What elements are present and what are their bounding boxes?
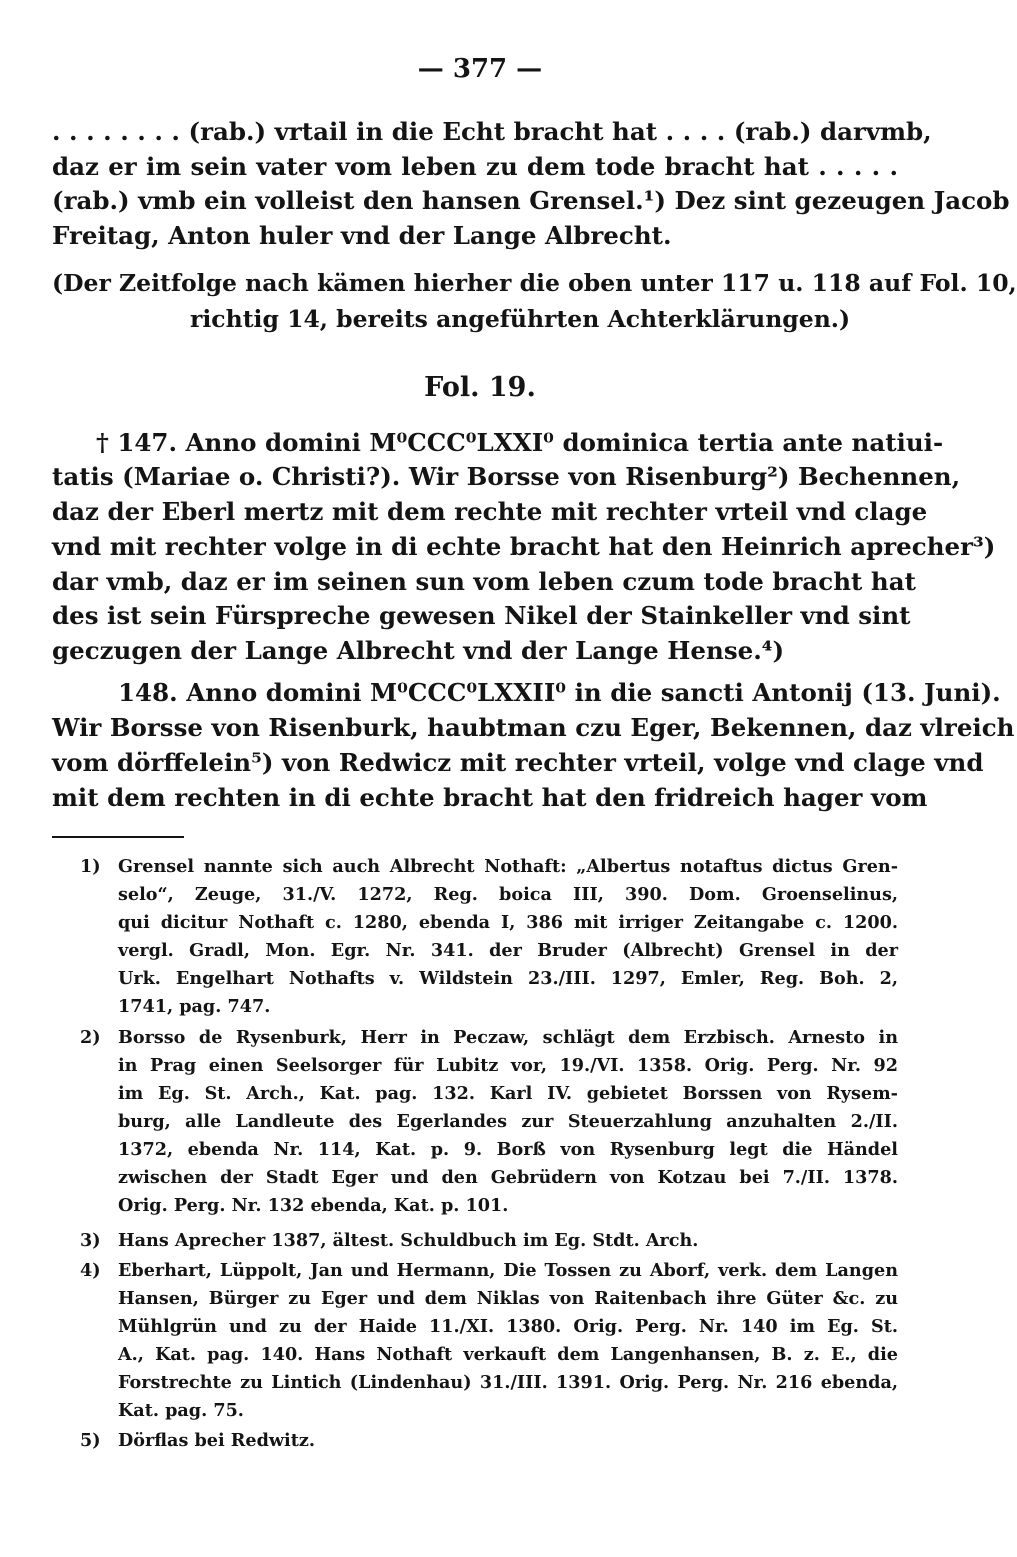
body-line: dar vmb, daz er im seinen sun vom leben czum tode bracht hat <box>52 567 916 596</box>
footnote-number: 2) <box>80 1027 101 1048</box>
body-line: (rab.) vmb ein volleist den hansen Grensel.¹) Dez sint gezeugen Jacob <box>52 186 1010 215</box>
body-line: † 147. Anno domini M⁰CCC⁰LXXI⁰ dominica tertia ante natiui- <box>96 428 944 457</box>
footnote-line: Orig. Perg. Nr. 132 ebenda, Kat. p. 101. <box>118 1195 509 1216</box>
body-line: daz der Eberl mertz mit dem rechte mit rechter vrteil vnd clage <box>52 497 928 526</box>
footnote-line: Grensel nannte sich auch Albrecht Nothaft: „Albertus notaftus dictus Gren- <box>118 856 898 877</box>
editorial-note-line: richtig 14, bereits angeführten Achterklärungen.) <box>190 305 851 333</box>
footnote-line: Borsso de Rysenburk, Herr in Peczaw, schlägt dem Erzbisch. Arnesto in <box>118 1027 898 1048</box>
footnote-line: in Prag einen Seelsorger für Lubitz vor, 19./VI. 1358. Orig. Perg. Nr. 92 <box>118 1055 898 1076</box>
body-line: des ist sein Fürspreche gewesen Nikel der Stainkeller vnd sint <box>52 601 911 630</box>
footnote-line: Dörflas bei Redwitz. <box>118 1430 315 1451</box>
footnote-line: zwischen der Stadt Eger und den Gebrüdern von Kotzau bei 7./II. 1378. <box>118 1167 898 1188</box>
footnote-line: burg, alle Landleute des Egerlandes zur Steuerzahlung anzuhalten 2./II. <box>118 1111 898 1132</box>
footnote-line: 1741, pag. 747. <box>118 996 271 1017</box>
footnote-number: 5) <box>80 1430 101 1451</box>
footnote-divider <box>52 836 184 838</box>
footnote-line: vergl. Gradl, Mon. Egr. Nr. 341. der Bruder (Albrecht) Grensel in der <box>118 940 898 961</box>
body-line: . . . . . . . . (rab.) vrtail in die Echt bracht hat . . . . (rab.) darvmb, <box>52 117 932 146</box>
body-line: Freitag, Anton huler vnd der Lange Albrecht. <box>52 221 672 250</box>
footnote-line: Kat. pag. 75. <box>118 1400 244 1421</box>
body-line: Wir Borsse von Risenburk, haubtman czu Eger, Bekennen, daz vlreich <box>52 713 1015 742</box>
footnote-line: Forstrechte zu Lintich (Lindenhau) 31./III. 1391. Orig. Perg. Nr. 216 ebenda, <box>118 1372 898 1393</box>
folio-heading: Fol. 19. <box>424 372 536 403</box>
body-line: 148. Anno domini M⁰CCC⁰LXXII⁰ in die sancti Antonij (13. Juni). <box>118 678 1001 707</box>
body-line: vom dörffelein⁵) von Redwicz mit rechter vrteil, volge vnd clage vnd <box>52 748 984 777</box>
footnote-line: im Eg. St. Arch., Kat. pag. 132. Karl IV. gebietet Borssen von Rysem- <box>118 1083 898 1104</box>
footnote-line: qui dicitur Nothaft c. 1280, ebenda I, 386 mit irriger Zeitangabe c. 1200. <box>118 912 898 933</box>
footnote-line: 1372, ebenda Nr. 114, Kat. p. 9. Borß von Rysenburg legt die Händel <box>118 1139 898 1160</box>
body-line: vnd mit rechter volge in di echte bracht hat den Heinrich aprecher³) <box>52 532 996 561</box>
footnote-line: Hans Aprecher 1387, ältest. Schuldbuch im Eg. Stdt. Arch. <box>118 1230 699 1251</box>
footnote-line: Mühlgrün und zu der Haide 11./XI. 1380. Orig. Perg. Nr. 140 im Eg. St. <box>118 1316 898 1337</box>
editorial-note-line: (Der Zeitfolge nach kämen hierher die oben unter 117 u. 118 auf Fol. 10, <box>52 269 1017 297</box>
body-line: tatis (Mariae o. Christi?). Wir Borsse von Risenburg²) Bechennen, <box>52 462 961 491</box>
footnote-line: selo“, Zeuge, 31./V. 1272, Reg. boica III, 390. Dom. Groenselinus, <box>118 884 898 905</box>
footnote-line: Eberhart, Lüppolt, Jan und Hermann, Die Tossen zu Aborf, verk. dem Langen <box>118 1260 898 1281</box>
footnote-line: Urk. Engelhart Nothafts v. Wildstein 23./III. 1297, Emler, Reg. Boh. 2, <box>118 968 898 989</box>
body-line: mit dem rechten in di echte bracht hat den fridreich hager vom <box>52 783 928 812</box>
body-line: geczugen der Lange Albrecht vnd der Lange Hense.⁴) <box>52 636 785 665</box>
body-line: daz er im sein vater vom leben zu dem tode bracht hat . . . . . <box>52 152 898 181</box>
footnote-number: 1) <box>80 856 101 877</box>
page-number: — 377 — <box>417 54 543 84</box>
footnote-line: A., Kat. pag. 140. Hans Nothaft verkauft dem Langenhansen, B. z. E., die <box>118 1344 898 1365</box>
footnote-number: 3) <box>80 1230 101 1251</box>
footnote-number: 4) <box>80 1260 101 1281</box>
footnote-line: Hansen, Bürger zu Eger und dem Niklas von Raitenbach ihre Güter &c. zu <box>118 1288 898 1309</box>
